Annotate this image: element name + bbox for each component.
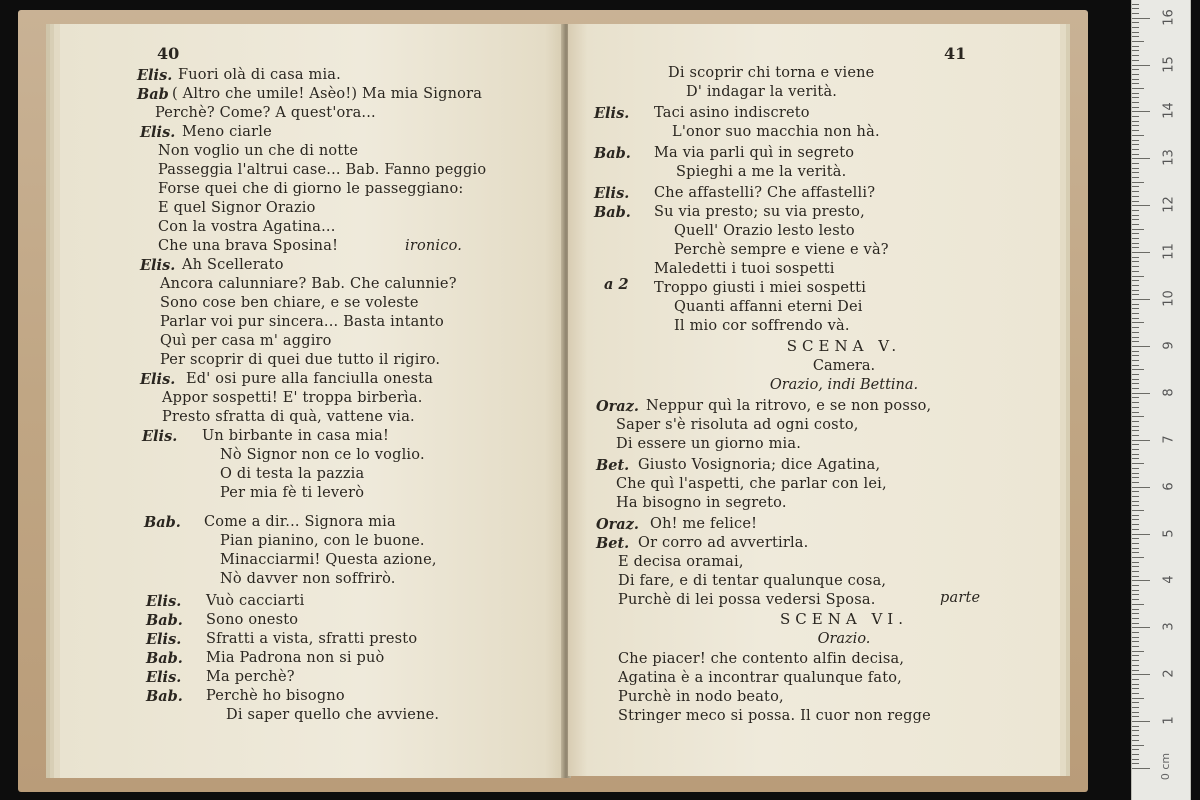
ruler-number: 6	[1161, 481, 1177, 491]
ruler-tick	[1132, 97, 1139, 98]
verse-line: Forse quei che di giorno le passeggiano:	[158, 181, 464, 197]
ruler-tick	[1132, 491, 1139, 492]
ruler-tick	[1132, 768, 1150, 769]
ruler-tick	[1132, 716, 1139, 717]
verse-line: Purchè di lei possa vedersi Sposa.	[618, 592, 876, 608]
ruler-tick	[1132, 496, 1139, 497]
ruler-tick	[1132, 125, 1139, 126]
ruler-tick	[1132, 487, 1150, 488]
ruler-tick	[1132, 290, 1139, 291]
ruler-tick	[1132, 543, 1139, 544]
ruler-number: 5	[1161, 528, 1177, 538]
ruler-tick	[1132, 229, 1144, 230]
ruler-tick	[1132, 454, 1139, 455]
ruler-tick	[1132, 735, 1139, 736]
ruler-tick	[1132, 374, 1139, 375]
ruler-tick	[1132, 754, 1139, 755]
verse-line: Non voglio un che di notte	[158, 143, 359, 159]
ruler-number: 9	[1161, 341, 1177, 350]
speaker-label: Elis.	[140, 124, 176, 141]
verse-line: E quel Signor Orazio	[158, 200, 316, 216]
verse-line: O di testa la pazzia	[220, 466, 365, 482]
verse-line: Perchè? Come? A quest'ora...	[155, 105, 376, 121]
ruler-tick	[1132, 379, 1139, 380]
ruler-number: 11	[1161, 243, 1177, 260]
left-page	[60, 24, 565, 778]
ruler-tick	[1132, 351, 1139, 352]
ruler-tick	[1132, 93, 1139, 94]
ruler-tick	[1132, 435, 1139, 436]
ruler-tick	[1132, 585, 1139, 586]
verse-line: Neppur quì la ritrovo, e se non posso,	[646, 398, 932, 414]
verse-line: Spieghi a me la verità.	[676, 164, 847, 180]
scene-heading: SCENA V.	[786, 337, 902, 355]
verse-line: Un birbante in casa mia!	[202, 428, 390, 444]
ruler-tick	[1132, 580, 1150, 581]
verse-line: Di essere un giorno mia.	[616, 436, 802, 452]
ruler-tick	[1132, 473, 1139, 474]
ruler-tick	[1132, 327, 1139, 328]
page-number: 41	[944, 44, 967, 63]
ruler-tick	[1132, 308, 1139, 309]
verse-line: Che una brava Sposina!	[158, 238, 339, 254]
ruler-tick	[1132, 510, 1144, 511]
ruler-tick	[1132, 46, 1139, 47]
ruler-tick	[1132, 641, 1139, 642]
verse-line: Su via presto; su via presto,	[654, 204, 865, 220]
ruler-tick	[1132, 13, 1139, 14]
speaker-label: Bab.	[594, 145, 631, 162]
ruler-number: 13	[1161, 149, 1177, 167]
verse-line: D' indagar la verità.	[686, 84, 838, 100]
ruler-tick	[1132, 726, 1139, 727]
ruler-number: 12	[1161, 196, 1177, 213]
ruler-number: 2	[1161, 669, 1177, 678]
ruler-tick	[1132, 177, 1139, 178]
ruler-tick	[1132, 168, 1139, 169]
speaker-label: Oraz.	[596, 398, 639, 415]
ruler-tick	[1132, 763, 1139, 764]
ruler-tick	[1132, 154, 1139, 155]
ruler-tick	[1132, 505, 1139, 506]
ruler-tick	[1132, 27, 1139, 28]
speaker-label: Elis.	[146, 593, 182, 610]
ruler-tick	[1132, 684, 1139, 685]
verse-line: Taci asino indiscreto	[654, 105, 810, 121]
ruler-tick	[1132, 186, 1139, 187]
ruler-tick	[1132, 477, 1139, 478]
verse-line: Vuò cacciarti	[206, 593, 305, 609]
speaker-label: Bet.	[596, 457, 630, 474]
verse-line: Giusto Vosignoria; dice Agatina,	[638, 457, 881, 473]
ruler-tick	[1132, 721, 1150, 722]
ruler-tick	[1132, 69, 1139, 70]
ruler-tick	[1132, 32, 1139, 33]
ruler-tick	[1132, 482, 1139, 483]
ruler-tick	[1132, 665, 1139, 666]
verse-line: Mia Padrona non si può	[206, 650, 385, 666]
ruler-tick	[1132, 463, 1144, 464]
verse-line: Perchè ho bisogno	[206, 688, 345, 704]
ruler-tick	[1132, 140, 1139, 141]
ruler-number: 15	[1161, 55, 1177, 73]
ruler-tick	[1132, 529, 1139, 530]
ruler-tick	[1132, 102, 1139, 103]
speaker-label: Elis.	[146, 669, 182, 686]
scene-setting: Camera.	[812, 358, 876, 374]
ruler-tick	[1132, 257, 1139, 258]
ruler-tick	[1132, 501, 1139, 502]
ruler-tick	[1132, 393, 1150, 394]
measuring-ruler	[1131, 0, 1191, 800]
ruler-tick	[1132, 740, 1139, 741]
verse-line: Che affastelli? Che affastelli?	[654, 185, 876, 201]
ruler-number: 7	[1161, 435, 1177, 444]
ruler-tick	[1132, 50, 1139, 51]
verse-line: L'onor suo macchia non hà.	[672, 124, 880, 140]
ruler-tick	[1132, 4, 1139, 5]
ruler-tick	[1132, 196, 1139, 197]
ruler-number: 14	[1161, 102, 1177, 120]
verse-line: Quanti affanni eterni Dei	[674, 299, 863, 315]
ruler-tick	[1132, 562, 1139, 563]
verse-line: Stringer meco si possa. Il cuor non regge	[618, 708, 931, 724]
ruler-tick	[1132, 627, 1150, 628]
speaker-label: Oraz.	[596, 516, 639, 533]
ruler-tick	[1132, 416, 1144, 417]
ruler-number: 16	[1161, 8, 1177, 26]
ruler-tick	[1132, 745, 1144, 746]
verse-line: Quì per casa m' aggiro	[160, 333, 332, 349]
ruler-tick	[1132, 519, 1139, 520]
verse-line: E decisa oramai,	[618, 554, 744, 570]
speaker-label: Elis.	[140, 257, 176, 274]
right-page	[568, 24, 1060, 776]
verse-line: Che quì l'aspetti, che parlar con lei,	[616, 476, 887, 492]
ruler-number: 4	[1161, 575, 1177, 585]
ruler-tick	[1132, 41, 1144, 42]
ruler-tick	[1132, 201, 1139, 202]
verse-line: Ed' osi pure alla fanciulla onesta	[186, 371, 434, 387]
verse-line: Troppo giusti i miei sospetti	[654, 280, 867, 296]
ruler-tick	[1132, 646, 1139, 647]
verse-line: Minacciarmi! Questa azione,	[220, 552, 437, 568]
ruler-tick	[1132, 346, 1150, 347]
verse-line: Maledetti i tuoi sospetti	[654, 261, 835, 277]
ruler-number: 8	[1161, 388, 1177, 397]
ruler-tick	[1132, 172, 1139, 173]
ruler-tick	[1132, 107, 1139, 108]
ruler-tick	[1132, 135, 1144, 136]
ruler-tick	[1132, 238, 1139, 239]
ruler-tick	[1132, 524, 1139, 525]
ruler-number: 3	[1161, 622, 1177, 631]
ruler-tick	[1132, 116, 1139, 117]
verse-line: Pian pianino, con le buone.	[220, 533, 425, 549]
verse-line: Parlar voi pur sincera... Basta intanto	[160, 314, 444, 330]
verse-line: Fuori olà di casa mia.	[178, 67, 341, 83]
ruler-tick	[1132, 233, 1139, 234]
verse-line: Ha bisogno in segreto.	[616, 495, 787, 511]
ruler-tick	[1132, 557, 1144, 558]
ruler-tick	[1132, 759, 1139, 760]
ruler-tick	[1132, 655, 1139, 656]
ruler-tick	[1132, 191, 1139, 192]
speaker-label: Bab.	[144, 514, 181, 531]
ruler-tick	[1132, 679, 1139, 680]
ruler-tick	[1132, 285, 1139, 286]
ruler-tick	[1132, 247, 1139, 248]
ruler-tick	[1132, 548, 1139, 549]
ruler-tick	[1132, 215, 1139, 216]
scene-heading: SCENA VI.	[780, 610, 908, 628]
ruler-tick	[1132, 421, 1139, 422]
ruler-tick	[1132, 383, 1139, 384]
ruler-tick	[1132, 271, 1139, 272]
ruler-tick	[1132, 388, 1139, 389]
ruler-tick	[1132, 224, 1139, 225]
speaker-label: Elis.	[142, 428, 178, 445]
verse-line: Purchè in nodo beato,	[618, 689, 784, 705]
verse-line: Per mia fè ti leverò	[220, 485, 365, 501]
verse-line: Sfratti a vista, sfratti presto	[206, 631, 418, 647]
ruler-tick	[1132, 219, 1139, 220]
ruler-tick	[1132, 730, 1139, 731]
ruler-tick	[1132, 712, 1139, 713]
speaker-label: Bab	[137, 86, 169, 103]
ruler-tick	[1132, 604, 1144, 605]
speaker-label: a 2	[604, 276, 629, 293]
ruler-tick	[1132, 599, 1139, 600]
speaker-label: Bab.	[146, 612, 183, 629]
ruler-tick	[1132, 318, 1139, 319]
ruler-tick	[1132, 407, 1139, 408]
ruler-tick	[1132, 674, 1150, 675]
stage-direction: ironico.	[405, 238, 463, 254]
ruler-tick	[1132, 243, 1139, 244]
scene-characters: Orazio, indi Bettina.	[769, 377, 919, 393]
ruler-tick	[1132, 18, 1150, 19]
ruler-tick	[1132, 449, 1139, 450]
ruler-tick	[1132, 534, 1150, 535]
ruler-tick	[1132, 182, 1144, 183]
verse-line: Appor sospetti! E' troppa birberìa.	[162, 390, 423, 406]
ruler-tick	[1132, 651, 1144, 652]
ruler-tick	[1132, 458, 1139, 459]
ruler-tick	[1132, 749, 1139, 750]
verse-line: Or corro ad avvertirla.	[638, 535, 809, 551]
ruler-tick	[1132, 83, 1139, 84]
verse-line: Ancora calunniare? Bab. Che calunnie?	[160, 276, 457, 292]
ruler-tick	[1132, 515, 1139, 516]
ruler-tick	[1132, 111, 1150, 112]
verse-line: Sono onesto	[206, 612, 299, 628]
ruler-tick	[1132, 36, 1139, 37]
speaker-label: Elis.	[594, 105, 630, 122]
verse-line: Di fare, e di tentar qualunque cosa,	[618, 573, 887, 589]
ruler-tick	[1132, 158, 1150, 159]
speaker-label: Elis.	[594, 185, 630, 202]
ruler-tick	[1132, 79, 1139, 80]
ruler-tick	[1132, 210, 1139, 211]
ruler-tick	[1132, 280, 1139, 281]
speaker-label: Bab.	[594, 204, 631, 221]
verse-line: Di scoprir chi torna e viene	[668, 65, 875, 81]
ruler-tick	[1132, 397, 1139, 398]
verse-line: Ma via parli quì in segreto	[654, 145, 855, 161]
ruler-tick	[1132, 337, 1139, 338]
ruler-tick	[1132, 566, 1139, 567]
verse-line: Agatina è a incontrar qualunque fato,	[618, 670, 902, 686]
ruler-tick	[1132, 637, 1139, 638]
speaker-label: Elis.	[137, 67, 173, 84]
ruler-tick	[1132, 332, 1139, 333]
verse-line: Come a dir... Signora mia	[204, 514, 396, 530]
verse-line: Nò davver non soffrirò.	[220, 571, 396, 587]
ruler-tick	[1132, 660, 1139, 661]
verse-line: Perchè sempre e viene e và?	[674, 242, 889, 258]
ruler-unit-label: 0 cm	[1159, 752, 1173, 781]
ruler-tick	[1132, 613, 1139, 614]
ruler-tick	[1132, 65, 1150, 66]
ruler-tick	[1132, 444, 1139, 445]
verse-line: Ma perchè?	[206, 669, 295, 685]
ruler-tick	[1132, 430, 1139, 431]
page-number: 40	[157, 44, 180, 63]
ruler-tick	[1132, 313, 1139, 314]
ruler-tick	[1132, 252, 1150, 253]
ruler-tick	[1132, 149, 1139, 150]
speaker-label: Elis.	[140, 371, 176, 388]
ruler-tick	[1132, 322, 1144, 323]
ruler-tick	[1132, 618, 1139, 619]
ruler-tick	[1132, 74, 1139, 75]
ruler-tick	[1132, 55, 1139, 56]
verse-line: Saper s'è risoluta ad ogni costo,	[616, 417, 859, 433]
ruler-tick	[1132, 365, 1139, 366]
verse-line: Oh! me felice!	[650, 516, 758, 532]
ruler-tick	[1132, 402, 1139, 403]
scene-characters: Orazio.	[817, 631, 871, 647]
ruler-tick	[1132, 22, 1139, 23]
ruler-tick	[1132, 594, 1139, 595]
ruler-tick	[1132, 369, 1144, 370]
ruler-tick	[1132, 590, 1139, 591]
ruler-tick	[1132, 702, 1139, 703]
ruler-tick	[1132, 304, 1139, 305]
ruler-tick	[1132, 707, 1139, 708]
ruler-tick	[1132, 632, 1139, 633]
ruler-tick	[1132, 144, 1139, 145]
ruler-tick	[1132, 670, 1139, 671]
ruler-tick	[1132, 698, 1144, 699]
ruler-tick	[1132, 299, 1150, 300]
ruler-tick	[1132, 693, 1139, 694]
ruler-tick	[1132, 688, 1139, 689]
verse-line: Ah Scellerato	[182, 257, 284, 273]
ruler-tick	[1132, 360, 1139, 361]
verse-line: Per scoprir di quei due tutto il rigiro.	[160, 352, 441, 368]
ruler-tick	[1132, 163, 1139, 164]
ruler-tick	[1132, 468, 1139, 469]
ruler-tick	[1132, 623, 1139, 624]
ruler-number: 1	[1161, 716, 1177, 725]
verse-line: Passeggia l'altrui case... Bab. Fanno peggio	[158, 162, 487, 178]
verse-line: Di saper quello che avviene.	[226, 707, 440, 723]
verse-line: Il mio cor soffrendo và.	[674, 318, 850, 334]
verse-line: Nò Signor non ce lo voglio.	[220, 447, 425, 463]
ruler-tick	[1132, 121, 1139, 122]
verse-line: Presto sfratta di quà, vattene via.	[162, 409, 415, 425]
ruler-tick	[1132, 412, 1139, 413]
ruler-tick	[1132, 576, 1139, 577]
speaker-label: Bab.	[146, 688, 183, 705]
verse-line: Quell' Orazio lesto lesto	[674, 223, 855, 239]
ruler-tick	[1132, 261, 1139, 262]
ruler-tick	[1132, 266, 1139, 267]
ruler-tick	[1132, 130, 1139, 131]
speaker-label: Elis.	[146, 631, 182, 648]
verse-line: Con la vostra Agatina...	[158, 219, 336, 235]
ruler-tick	[1132, 355, 1139, 356]
ruler-tick	[1132, 88, 1144, 89]
verse-line: ( Altro che umile! Asèo!) Ma mia Signora	[172, 86, 483, 102]
verse-line: Meno ciarle	[182, 124, 272, 140]
verse-line: Sono cose ben chiare, e se voleste	[160, 295, 419, 311]
ruler-tick	[1132, 276, 1144, 277]
ruler-tick	[1132, 341, 1139, 342]
ruler-tick	[1132, 552, 1139, 553]
speaker-label: Bab.	[146, 650, 183, 667]
ruler-number: 10	[1161, 290, 1177, 307]
stage-direction: parte	[940, 590, 981, 606]
ruler-tick	[1132, 571, 1139, 572]
speaker-label: Bet.	[596, 535, 630, 552]
ruler-tick	[1132, 205, 1150, 206]
ruler-tick	[1132, 426, 1139, 427]
ruler-tick	[1132, 609, 1139, 610]
ruler-tick	[1132, 440, 1150, 441]
verse-line: Che piacer! che contento alfin decisa,	[618, 651, 905, 667]
ruler-tick	[1132, 538, 1139, 539]
ruler-tick	[1132, 60, 1139, 61]
ruler-tick	[1132, 8, 1139, 9]
ruler-tick	[1132, 294, 1139, 295]
